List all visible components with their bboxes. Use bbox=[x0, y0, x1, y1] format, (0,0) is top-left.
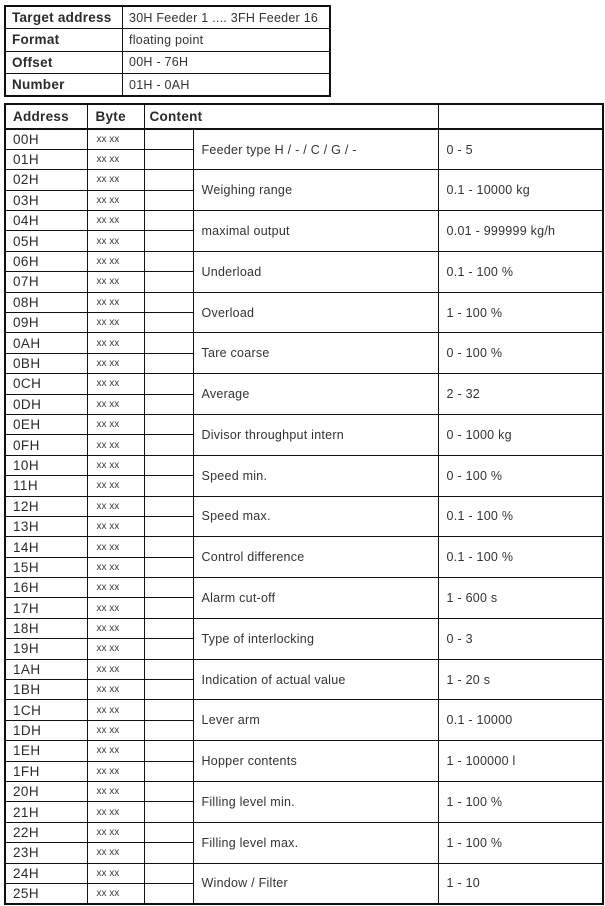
spacer-cell bbox=[144, 455, 193, 475]
table-row bbox=[5, 374, 603, 394]
spacer-cell bbox=[144, 598, 193, 618]
table-row bbox=[5, 659, 603, 679]
info-table-body bbox=[5, 6, 330, 96]
spacer-cell bbox=[144, 353, 193, 373]
range-cell: 0.1 - 100 % bbox=[438, 537, 603, 578]
info-row bbox=[5, 73, 330, 96]
byte-cell: xx xx bbox=[87, 822, 144, 842]
spacer-cell bbox=[144, 659, 193, 679]
address-cell: 0BH bbox=[5, 353, 87, 373]
spacer-cell bbox=[144, 313, 193, 333]
table-row bbox=[5, 700, 603, 720]
spacer-cell bbox=[144, 374, 193, 394]
spacer-cell bbox=[144, 231, 193, 251]
table-row bbox=[5, 578, 603, 598]
content-cell: Control difference bbox=[193, 537, 438, 578]
spacer-cell bbox=[144, 211, 193, 231]
address-cell: 1BH bbox=[5, 680, 87, 700]
spacer-cell bbox=[144, 802, 193, 822]
spacer-cell bbox=[144, 578, 193, 598]
content-cell: Hopper contents bbox=[193, 741, 438, 782]
byte-cell: xx xx bbox=[87, 313, 144, 333]
content-cell: Speed max. bbox=[193, 496, 438, 537]
table-row bbox=[5, 414, 603, 434]
range-cell: 1 - 10 bbox=[438, 863, 603, 904]
range-cell: 1 - 100000 l bbox=[438, 741, 603, 782]
spacer-cell bbox=[144, 333, 193, 353]
byte-cell: xx xx bbox=[87, 578, 144, 598]
address-cell: 18H bbox=[5, 618, 87, 638]
address-cell: 21H bbox=[5, 802, 87, 822]
range-cell: 0 - 5 bbox=[438, 129, 603, 170]
address-cell: 0CH bbox=[5, 374, 87, 394]
spacer-cell bbox=[144, 883, 193, 903]
byte-cell: xx xx bbox=[87, 700, 144, 720]
table-row bbox=[5, 822, 603, 842]
info-row bbox=[5, 29, 330, 51]
byte-column-header: Byte bbox=[87, 104, 144, 129]
byte-cell: xx xx bbox=[87, 231, 144, 251]
content-cell: Divisor throughput intern bbox=[193, 414, 438, 455]
table-row bbox=[5, 292, 603, 312]
byte-cell: xx xx bbox=[87, 680, 144, 700]
byte-cell: xx xx bbox=[87, 414, 144, 434]
content-cell: Overload bbox=[193, 292, 438, 333]
byte-cell: xx xx bbox=[87, 394, 144, 414]
address-column-header: Address bbox=[5, 104, 87, 129]
byte-cell: xx xx bbox=[87, 292, 144, 312]
content-cell: Speed min. bbox=[193, 455, 438, 496]
address-cell: 13H bbox=[5, 516, 87, 536]
range-cell: 0 - 100 % bbox=[438, 333, 603, 374]
info-value: 00H - 76H bbox=[123, 51, 331, 73]
spacer-cell bbox=[144, 251, 193, 271]
spacer-cell bbox=[144, 741, 193, 761]
byte-cell: xx xx bbox=[87, 435, 144, 455]
info-value: 01H - 0AH bbox=[123, 73, 331, 96]
address-cell: 1EH bbox=[5, 741, 87, 761]
byte-cell: xx xx bbox=[87, 374, 144, 394]
table-row bbox=[5, 211, 603, 231]
spacer-cell bbox=[144, 700, 193, 720]
range-cell: 0.1 - 100 % bbox=[438, 251, 603, 292]
register-table-body bbox=[5, 129, 603, 904]
info-label: Format bbox=[5, 29, 123, 51]
address-cell: 15H bbox=[5, 557, 87, 577]
info-row bbox=[5, 51, 330, 73]
spacer-cell bbox=[144, 516, 193, 536]
byte-cell: xx xx bbox=[87, 455, 144, 475]
spacer-cell bbox=[144, 435, 193, 455]
spacer-cell bbox=[144, 272, 193, 292]
address-cell: 08H bbox=[5, 292, 87, 312]
spacer-cell bbox=[144, 394, 193, 414]
address-cell: 19H bbox=[5, 639, 87, 659]
content-cell: Weighing range bbox=[193, 170, 438, 211]
byte-cell: xx xx bbox=[87, 129, 144, 149]
address-cell: 16H bbox=[5, 578, 87, 598]
content-cell: Type of interlocking bbox=[193, 618, 438, 659]
address-cell: 0FH bbox=[5, 435, 87, 455]
header-row bbox=[5, 104, 603, 129]
register-table bbox=[4, 103, 604, 905]
byte-cell: xx xx bbox=[87, 883, 144, 903]
register-table-header bbox=[5, 104, 603, 129]
content-cell: Tare coarse bbox=[193, 333, 438, 374]
address-cell: 14H bbox=[5, 537, 87, 557]
address-cell: 24H bbox=[5, 863, 87, 883]
content-cell: Average bbox=[193, 374, 438, 415]
range-cell: 0.01 - 999999 kg/h bbox=[438, 211, 603, 252]
byte-cell: xx xx bbox=[87, 476, 144, 496]
address-cell: 07H bbox=[5, 272, 87, 292]
spacer-cell bbox=[144, 557, 193, 577]
address-cell: 01H bbox=[5, 149, 87, 169]
address-cell: 10H bbox=[5, 455, 87, 475]
address-cell: 00H bbox=[5, 129, 87, 149]
spacer-cell bbox=[144, 170, 193, 190]
spacer-cell bbox=[144, 618, 193, 638]
address-cell: 1AH bbox=[5, 659, 87, 679]
table-row bbox=[5, 863, 603, 883]
range-cell: 1 - 100 % bbox=[438, 782, 603, 823]
address-cell: 02H bbox=[5, 170, 87, 190]
byte-cell: xx xx bbox=[87, 659, 144, 679]
address-cell: 1DH bbox=[5, 720, 87, 740]
spacer-cell bbox=[144, 761, 193, 781]
spacer-cell bbox=[144, 680, 193, 700]
table-row bbox=[5, 782, 603, 802]
spacer-cell bbox=[144, 414, 193, 434]
range-cell: 0 - 1000 kg bbox=[438, 414, 603, 455]
info-label: Offset bbox=[5, 51, 123, 73]
address-cell: 0DH bbox=[5, 394, 87, 414]
spacer-cell bbox=[144, 537, 193, 557]
byte-cell: xx xx bbox=[87, 211, 144, 231]
byte-cell: xx xx bbox=[87, 170, 144, 190]
address-cell: 1FH bbox=[5, 761, 87, 781]
byte-cell: xx xx bbox=[87, 618, 144, 638]
range-cell: 1 - 20 s bbox=[438, 659, 603, 700]
address-cell: 0AH bbox=[5, 333, 87, 353]
spacer-cell bbox=[144, 843, 193, 863]
table-row bbox=[5, 455, 603, 475]
info-row bbox=[5, 6, 330, 29]
byte-cell: xx xx bbox=[87, 149, 144, 169]
byte-cell: xx xx bbox=[87, 598, 144, 618]
byte-cell: xx xx bbox=[87, 639, 144, 659]
table-row bbox=[5, 537, 603, 557]
spacer-cell bbox=[144, 476, 193, 496]
range-cell: 0.1 - 10000 kg bbox=[438, 170, 603, 211]
range-cell: 1 - 100 % bbox=[438, 292, 603, 333]
range-cell: 1 - 100 % bbox=[438, 822, 603, 863]
info-label: Target address bbox=[5, 6, 123, 29]
spacer-cell bbox=[144, 639, 193, 659]
table-row bbox=[5, 170, 603, 190]
info-label: Number bbox=[5, 73, 123, 96]
byte-cell: xx xx bbox=[87, 843, 144, 863]
address-cell: 22H bbox=[5, 822, 87, 842]
address-cell: 03H bbox=[5, 190, 87, 210]
content-cell: Filling level min. bbox=[193, 782, 438, 823]
byte-cell: xx xx bbox=[87, 190, 144, 210]
byte-cell: xx xx bbox=[87, 802, 144, 822]
range-cell: 0.1 - 100 % bbox=[438, 496, 603, 537]
table-row bbox=[5, 251, 603, 271]
range-cell: 2 - 32 bbox=[438, 374, 603, 415]
spacer-cell bbox=[144, 496, 193, 516]
content-cell: Feeder type H / - / C / G / - bbox=[193, 129, 438, 170]
spacer-cell bbox=[144, 720, 193, 740]
byte-cell: xx xx bbox=[87, 537, 144, 557]
address-cell: 0EH bbox=[5, 414, 87, 434]
byte-cell: xx xx bbox=[87, 557, 144, 577]
range-column-header bbox=[438, 104, 603, 129]
byte-cell: xx xx bbox=[87, 761, 144, 781]
table-row bbox=[5, 618, 603, 638]
address-cell: 11H bbox=[5, 476, 87, 496]
address-cell: 12H bbox=[5, 496, 87, 516]
content-cell: Alarm cut-off bbox=[193, 578, 438, 619]
spacer-cell bbox=[144, 149, 193, 169]
spacer-cell bbox=[144, 782, 193, 802]
byte-cell: xx xx bbox=[87, 782, 144, 802]
address-cell: 17H bbox=[5, 598, 87, 618]
info-table bbox=[4, 5, 331, 97]
content-cell: Indication of actual value bbox=[193, 659, 438, 700]
spacer-cell bbox=[144, 190, 193, 210]
range-cell: 0 - 100 % bbox=[438, 455, 603, 496]
address-cell: 05H bbox=[5, 231, 87, 251]
byte-cell: xx xx bbox=[87, 353, 144, 373]
content-cell: Window / Filter bbox=[193, 863, 438, 904]
address-cell: 04H bbox=[5, 211, 87, 231]
byte-cell: xx xx bbox=[87, 741, 144, 761]
range-cell: 0.1 - 10000 bbox=[438, 700, 603, 741]
table-row bbox=[5, 129, 603, 149]
table-row bbox=[5, 333, 603, 353]
address-cell: 20H bbox=[5, 782, 87, 802]
byte-cell: xx xx bbox=[87, 863, 144, 883]
spacer-cell bbox=[144, 292, 193, 312]
content-cell: Filling level max. bbox=[193, 822, 438, 863]
spacer-cell bbox=[144, 863, 193, 883]
byte-cell: xx xx bbox=[87, 496, 144, 516]
table-row bbox=[5, 741, 603, 761]
address-cell: 23H bbox=[5, 843, 87, 863]
address-cell: 25H bbox=[5, 883, 87, 903]
spacer-cell bbox=[144, 822, 193, 842]
range-cell: 1 - 600 s bbox=[438, 578, 603, 619]
content-cell: maximal output bbox=[193, 211, 438, 252]
byte-cell: xx xx bbox=[87, 516, 144, 536]
spacer-cell bbox=[144, 129, 193, 149]
info-value: floating point bbox=[123, 29, 331, 51]
content-column-header: Content bbox=[144, 104, 438, 129]
address-cell: 09H bbox=[5, 313, 87, 333]
info-value: 30H Feeder 1 .... 3FH Feeder 16 bbox=[123, 6, 331, 29]
byte-cell: xx xx bbox=[87, 333, 144, 353]
byte-cell: xx xx bbox=[87, 251, 144, 271]
content-cell: Lever arm bbox=[193, 700, 438, 741]
table-row bbox=[5, 496, 603, 516]
range-cell: 0 - 3 bbox=[438, 618, 603, 659]
content-cell: Underload bbox=[193, 251, 438, 292]
address-cell: 06H bbox=[5, 251, 87, 271]
byte-cell: xx xx bbox=[87, 720, 144, 740]
address-cell: 1CH bbox=[5, 700, 87, 720]
byte-cell: xx xx bbox=[87, 272, 144, 292]
